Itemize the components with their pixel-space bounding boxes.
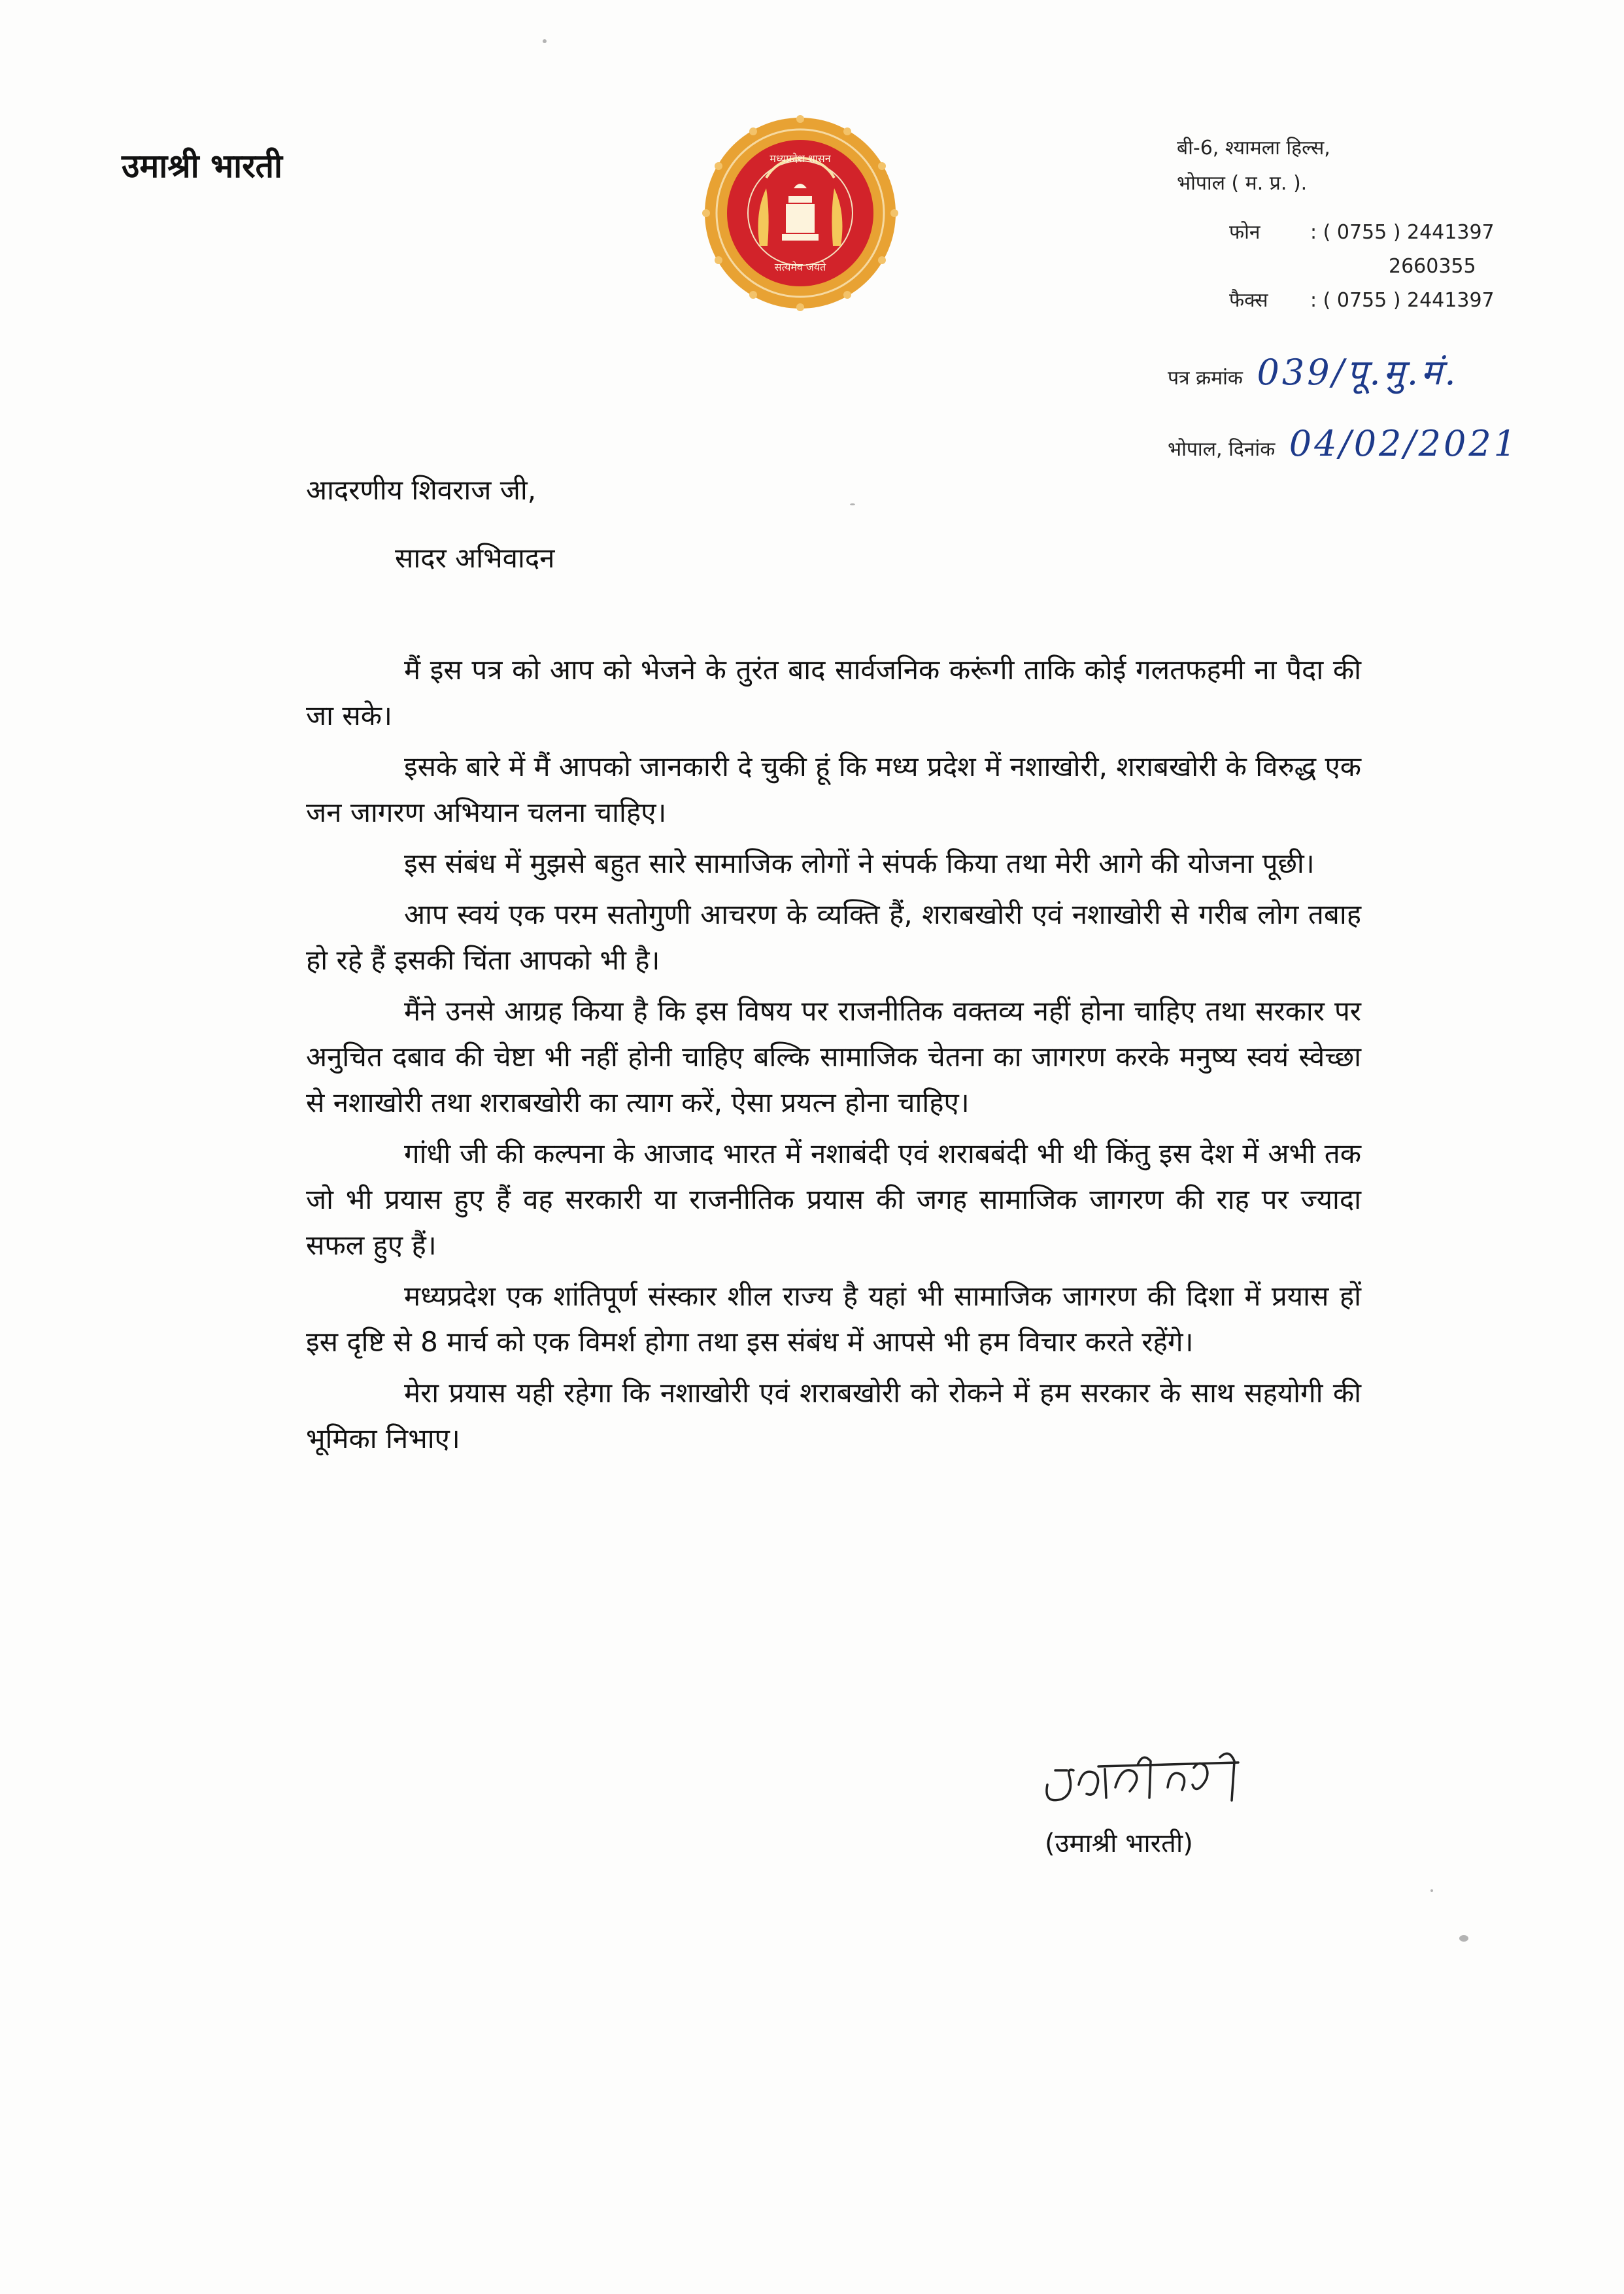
letter-number-value: 039/पू.मु.मं. bbox=[1257, 352, 1459, 393]
paragraph: इसके बारे में मैं आपको जानकारी दे चुकी हूं कि मध्य प्रदेश में नशाखोरी, शराबखोरी के विरुद्ध एक जन जागरण अभियान चलना चाहिए। bbox=[306, 751, 1361, 828]
fax-number: : ( 0755 ) 2441397 bbox=[1310, 289, 1495, 312]
phone-row-2 bbox=[1229, 250, 1495, 284]
letter-body bbox=[306, 647, 1361, 1467]
phone-number-1: : ( 0755 ) 2441397 bbox=[1310, 221, 1495, 244]
handwritten-signature bbox=[1040, 1739, 1255, 1817]
scan-speck bbox=[850, 503, 855, 505]
emblem-text-bottom: सत्यमेव जयते bbox=[774, 261, 826, 273]
date-row bbox=[1168, 411, 1519, 482]
scan-speck bbox=[543, 39, 547, 43]
paragraph: आप स्वयं एक परम सतोगुणी आचरण के व्यक्ति हैं, शराबखोरी एवं नशाखोरी से गरीब लोग तबाह हो रहे हैं इसकी चिंता आपको भी है। bbox=[306, 898, 1361, 976]
address-line-2: भोपाल ( म. प्र. ). bbox=[1177, 172, 1308, 195]
madhya-pradesh-emblem-icon bbox=[702, 115, 898, 311]
phone-number-2: 2660355 bbox=[1389, 255, 1476, 278]
fax-row bbox=[1229, 284, 1495, 318]
paragraph: इस संबंध में मुझसे बहुत सारे सामाजिक लोगों ने संपर्क किया तथा मेरी आगे की योजना पूछी। bbox=[404, 847, 1315, 879]
scan-speck bbox=[1459, 1935, 1468, 1942]
salutation: आदरणीय शिवराज जी, bbox=[306, 474, 537, 506]
paragraph: गांधी जी की कल्पना के आजाद भारत में नशाबंदी एवं शराबबंदी भी थी किंतु इस देश में अभी तक जो भी प्रयास हुए हैं वह सरकारी या राजनीतिक प्रयास की जगह सामाजिक जागरण की राह पर ज्यादा सफल हुए हैं। bbox=[306, 1138, 1361, 1261]
date-value: 04/02/2021 bbox=[1289, 423, 1519, 464]
contact-block bbox=[1229, 216, 1495, 318]
phone-label: फोन bbox=[1229, 221, 1260, 244]
reference-block bbox=[1168, 340, 1519, 482]
signature-name: (उमाश्री भारती) bbox=[1045, 1829, 1193, 1859]
scan-speck bbox=[1430, 1889, 1433, 1892]
paragraph: मेरा प्रयास यही रहेगा कि नशाखोरी एवं शराबखोरी को रोकने में हम सरकार के साथ सहयोगी की भूमिका निभाए। bbox=[306, 1377, 1361, 1455]
paragraph: मैंने उनसे आग्रह किया है कि इस विषय पर राजनीतिक वक्तव्य नहीं होना चाहिए तथा सरकार पर अनुचित दबाव की चेष्टा भी नहीं होनी चाहिए बल्कि सामाजिक चेतना का जागरण करके मनुष्य स्वयं स्वेच्छा से नशाखोरी तथा शराबखोरी का त्याग करें, ऐसा प्रयत्न होना चाहिए। bbox=[306, 995, 1361, 1119]
paragraph: मध्यप्रदेश एक शांतिपूर्ण संस्कार शील राज्य है यहां भी सामाजिक जागरण की दिशा में प्रयास हों इस दृष्टि से 8 मार्च को एक विमर्श होगा तथा इस संबंध में आपसे भी हम विचार करते रहेंगे। bbox=[306, 1280, 1361, 1358]
sender-name: उमाश्री भारती bbox=[122, 147, 283, 185]
emblem-text-top: मध्यप्रदेश शासन bbox=[770, 152, 831, 165]
paragraph: मैं इस पत्र को आप को भेजने के तुरंत बाद सार्वजनिक करूंगी ताकि कोई गलतफहमी ना पैदा की जा सके। bbox=[306, 654, 1361, 732]
letter-number-row bbox=[1168, 340, 1519, 411]
address-line-1: बी-6, श्यामला हिल्स, bbox=[1177, 137, 1330, 160]
fax-label: फैक्स bbox=[1229, 289, 1268, 312]
greeting: सादर अभिवादन bbox=[395, 542, 555, 574]
phone-row bbox=[1229, 216, 1495, 250]
sender-address bbox=[1177, 131, 1330, 201]
letter-number-label: पत्र क्रमांक bbox=[1168, 367, 1243, 390]
date-label: भोपाल, दिनांक bbox=[1168, 438, 1276, 461]
